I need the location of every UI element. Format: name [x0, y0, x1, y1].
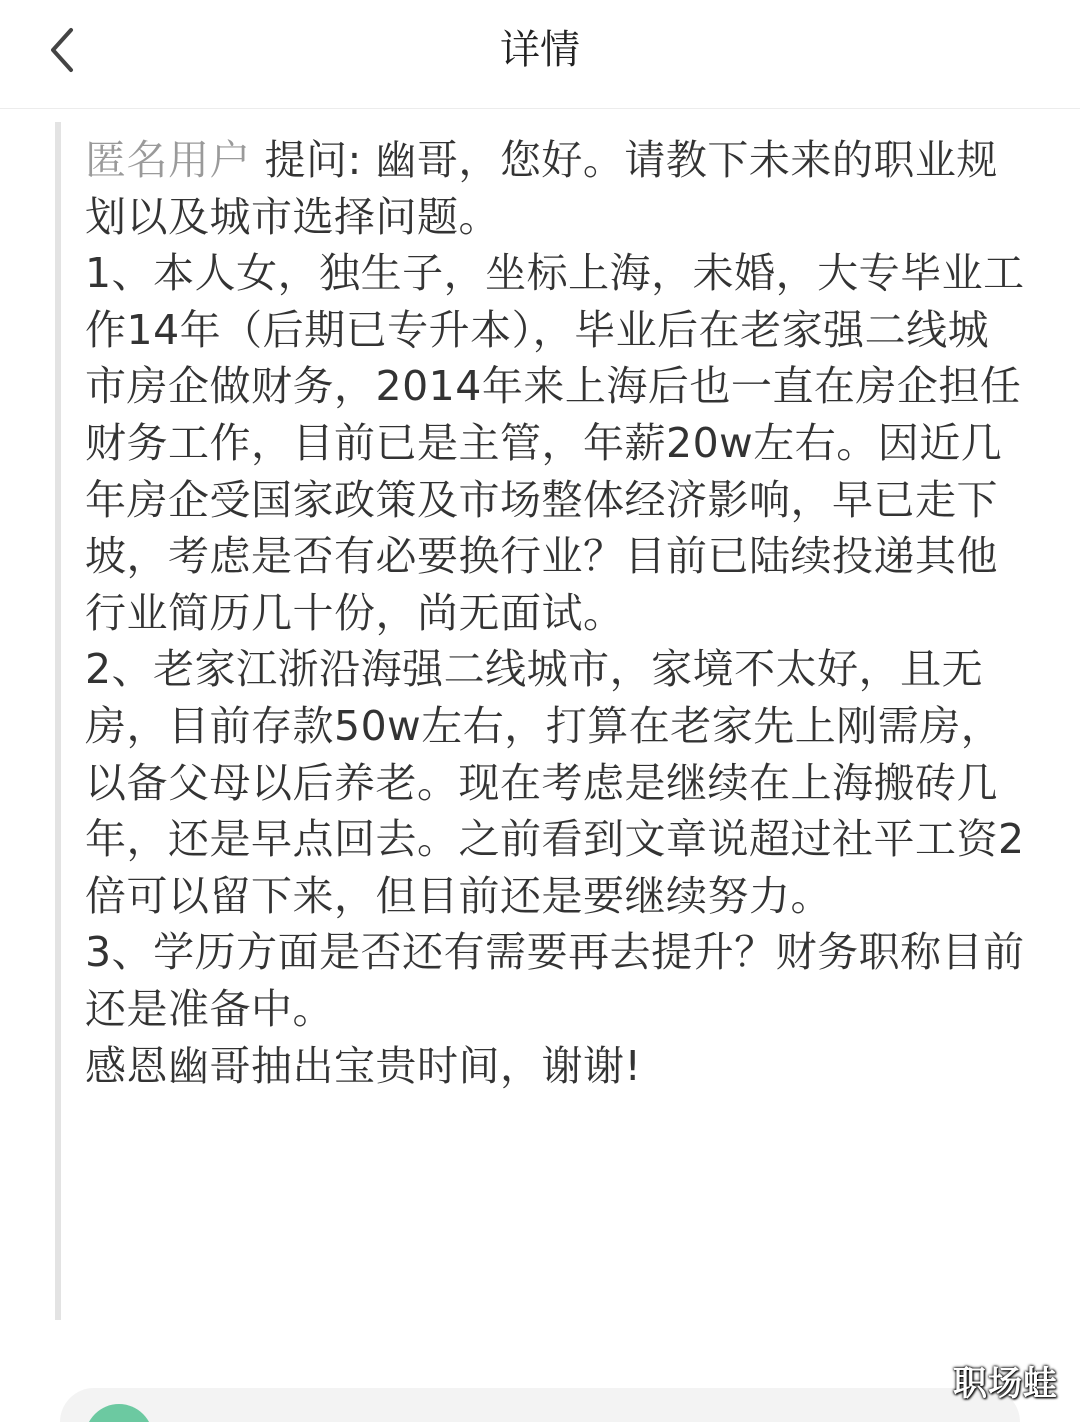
question-line: 感恩幽哥抽出宝贵时间，谢谢!	[85, 1041, 642, 1090]
author-name[interactable]: 匿名用户	[85, 136, 251, 184]
chevron-left-icon	[47, 26, 77, 74]
watermark: 职场蛙	[953, 1364, 1058, 1404]
answer-card[interactable]	[60, 1388, 1020, 1422]
question-paragraph	[85, 132, 1025, 245]
question-quote-block	[55, 122, 1025, 1320]
question-line: 3、学历方面是否还有需要再去提升？财务职称目前还是准备中。	[85, 928, 1025, 1033]
top-bar	[0, 0, 1080, 109]
page-title: 详情	[500, 27, 580, 73]
question-line: 提问: 幽哥，您好。请教下未来的职业规划以及城市选择问题。	[85, 136, 998, 241]
question-line: 1、本人女，独生子，坐标上海，未婚，大专毕业工作14年（后期已专升本），毕业后在老家强二线城市房企做财务，2014年来上海后也一直在房企担任财务工作，目前已是主管，年薪20w左右。因近几年房企受国家政策及市场整体经济影响，早已走下坡，考虑是否有必要换行业？目前已陆续投递其他行业简历几十份，尚无面试。	[85, 249, 1025, 637]
question-line: 2、老家江浙沿海强二线城市，家境不太好，且无房，目前存款50w左右，打算在老家先上刚需房，以备父母以后养老。现在考虑是继续在上海搬砖几年，还是早点回去。之前看到文章说超过社平工资2倍可以留下来，但目前还是要继续努力。	[85, 645, 1025, 920]
back-button[interactable]	[30, 18, 94, 82]
